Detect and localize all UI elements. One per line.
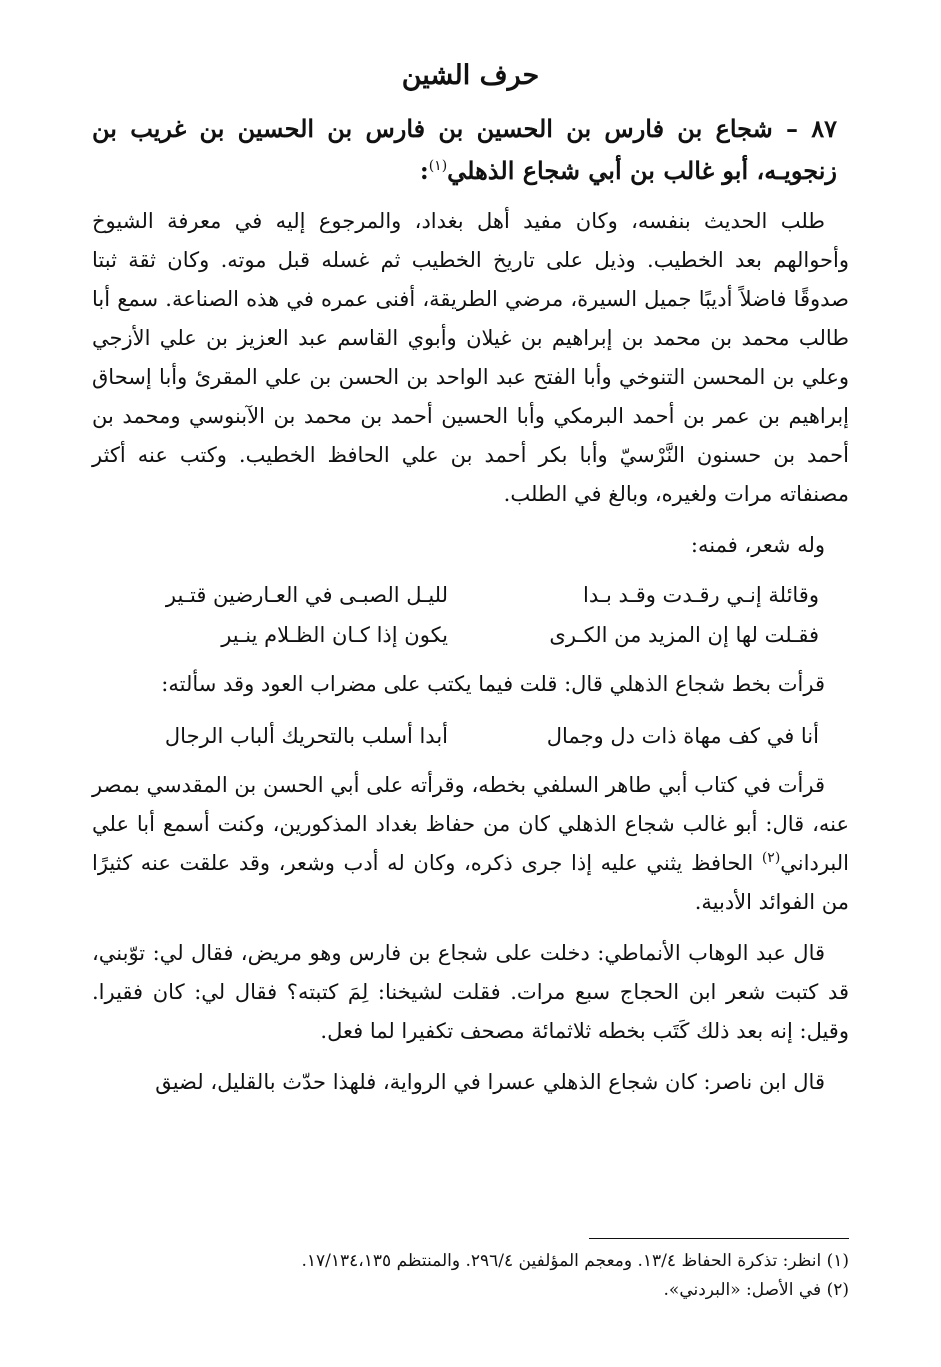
entry-heading-text: ٨٧ – شجاع بن فارس بن الحسين بن فارس بن الحسين بن غريب بن زنجويـه، أبو غالب بن أبي شجاع الذهلي [92, 114, 837, 185]
ibn-nasir-paragraph: قال ابن ناصر: كان شجاع الذهلي عسرا في الرواية، فلهذا حدّث بالقليل، لضيق [155, 1070, 825, 1094]
footnote-divider [589, 1238, 849, 1239]
entry-heading-colon: : [419, 156, 429, 185]
verse-second-hemistich: يكون إذا كـان الظـلام ينـير [221, 623, 449, 647]
poem-block-2 [132, 716, 819, 756]
verse-line [132, 575, 819, 615]
biography-paragraph: طلب الحديث بنفسه، وكان مفيد أهل بغداد، والمرجوع إليه في معرفة الشيوخ وأحوالهم بعد الخطيب. وذيل على تاريخ الخطيب ثم غسله قبل موته. وكان ثقة ثبتا صدوقًا فاضلاً أديبًا جميل السيرة، مرضي الطريقة، أفنى عمره في هذه الصناعة. سمع أبا طالب محمد بن محمد بن إبراهيم بن غيلان وأبوي القاسم عبد العزيز بن علي الأزجي وعلي بن المحسن التنوخي وأبا الفتح عبد الواحد بن الحسن بن علي المقرئ وأبا إسحاق إبراهيم بن عمر بن أحمد البرمكي وأبا الحسين أحمد بن محمد بن الآبنوسي ومحمد بن أحمد بن حسنون النَّرْسيّ وأبا بكر أحمد بن علي الحافظ الخطيب. وكتب عنه أكثر مصنفاته مرات ولغيره، وبالغ في الطلب. [92, 209, 850, 506]
verse-first-hemistich: وقائلة إنـي رقـدت وقـد بـدا [582, 583, 819, 607]
footnote-1: (١) انظر: تذكرة الحفاظ ١٣/٤. ومعجم المؤلفين ٢٩٦/٤. والمنتظم ١٧/١٣٤،١٣٥. [301, 1251, 849, 1271]
entry-heading [92, 108, 837, 192]
poem-block-1 [132, 575, 819, 655]
footnote-ref-1: (١) [428, 158, 448, 174]
footnotes [92, 1238, 849, 1305]
anmati-paragraph: قال عبد الوهاب الأنماطي: دخلت على شجاع بن فارس وهو مريض، فقال لي: توّبني، قد كتبت شعر ابن الحجاج سبع مرات. فقلت لشيخنا: لِمَ كتبته؟ فقال لي: كان فقيرا. وقيل: إنه بعد ذلك كَتَب بخطه ثلاثمائة مصحف تكفيرا لما فعل. [92, 941, 849, 1043]
silafi-text-start: قرأت في كتاب أبي طاهر السلفي بخطه، وقرأته على أبي الحسن بن المقدسي بمصر عنه، قال: أبو غالب شجاع الذهلي كان من حفاظ بغداد المذكورين، وكنت أسمع أبا علي البرداني [92, 773, 849, 875]
verse-second-hemistich: أبدا أسلب بالتحريك ألباب الرجال [164, 724, 449, 748]
oud-paragraph: قرأت بخط شجاع الذهلي قال: قلت فيما يكتب على مضراب العود وقد سألته: [161, 672, 825, 696]
verse-line [132, 716, 819, 756]
footnote-ref-2: (٢) [761, 850, 781, 866]
verse-first-hemistich: فقـلت لها إن المزيد من الكـرى [549, 623, 819, 647]
footnote-2: (٢) في الأصل: «البردني». [663, 1280, 849, 1300]
silafi-text-end: الحافظ يثني عليه إذا جرى ذكره، وكان له أدب وشعر، وقد علقت عنه كثيرًا من الفوائد الأدبية. [92, 851, 849, 914]
silafi-paragraph [92, 766, 849, 922]
poem-intro: وله شعر، فمنه: [690, 533, 825, 557]
verse-line [132, 615, 819, 655]
verse-first-hemistich: أنا في كف مهاة ذات دل وجمال [546, 724, 819, 748]
chapter-title: حرف الشين [401, 60, 540, 91]
verse-second-hemistich: لليـل الصبـى في العـارضين قتـير [165, 583, 449, 607]
